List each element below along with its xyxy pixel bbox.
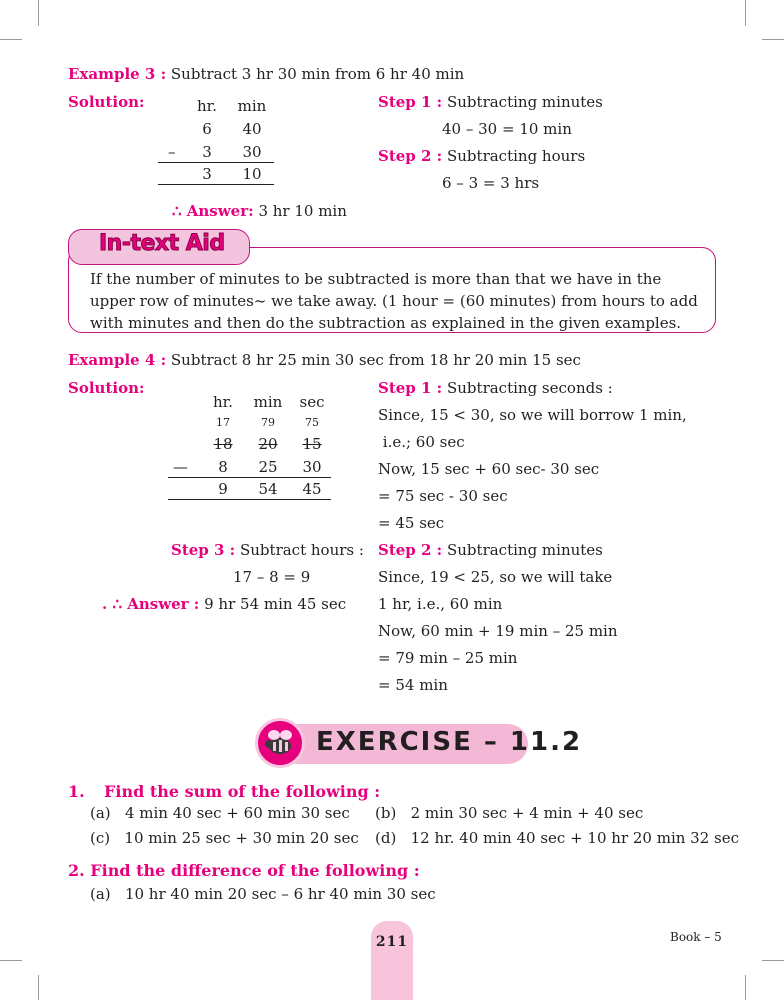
intext-aid-title: In-text Aid: [99, 231, 225, 256]
example4-answer-value: 9 hr 54 min 45 sec: [204, 595, 347, 613]
example3-step1-label: Step 1 :: [378, 93, 443, 111]
q1-option-b: (b) 2 min 30 sec + 4 min + 40 sec: [375, 804, 644, 822]
ex4-orig-hr: 18: [213, 435, 233, 453]
example4-step1-line: = 45 sec: [378, 514, 445, 532]
example3-step1: [378, 93, 603, 111]
example4-answer: [102, 595, 346, 613]
ex4-result-min: 54: [258, 480, 278, 498]
ex3-rule-top: [158, 162, 274, 163]
ex4-rule-bottom: [168, 499, 331, 500]
ex3-result-min: 10: [242, 165, 262, 183]
example3-step1-calc: 40 – 30 = 10 min: [442, 120, 572, 138]
example3-step2-label: Step 2 :: [378, 147, 443, 165]
bee-icon: [258, 721, 302, 765]
ex4-minus-sign: —: [173, 458, 188, 476]
ex4-header-sec: sec: [299, 393, 325, 411]
example3-answer: [172, 202, 347, 220]
example4-step2-line: 1 hr, i.e., 60 min: [378, 595, 503, 613]
example4-step2-line: = 54 min: [378, 676, 448, 694]
ex4-orig-sec: 15: [302, 435, 322, 453]
ex3-row1-min: 40: [242, 120, 262, 138]
example4-text: Subtract 8 hr 25 min 30 sec from 18 hr 20 min 15 sec: [170, 351, 581, 369]
crop-mark: [0, 39, 22, 40]
example4-step1-line: Now, 15 sec + 60 sec- 30 sec: [378, 460, 600, 478]
example4-step2-label: Step 2 :: [378, 541, 443, 559]
ex3-row2-min: 30: [242, 143, 262, 161]
crop-mark: [38, 0, 39, 26]
q2-title: 2. Find the difference of the following :: [68, 861, 420, 880]
example4-step1-line: = 75 sec - 30 sec: [378, 487, 508, 505]
ex3-header-min: min: [237, 97, 267, 115]
intext-aid-text: If the number of minutes to be subtracted is more than that we have in the upper row of minutes~ we take away. (1 hour = (60 minutes) from hours to add with minutes and then do the subtraction as explained in the given examples.: [90, 270, 698, 332]
ex4-sub-min: 25: [258, 458, 278, 476]
ex4-sub-sec: 30: [302, 458, 322, 476]
example4-step1-line: i.e.; 60 sec: [378, 433, 465, 451]
exercise-icon-circle: [255, 718, 305, 768]
q1-option-d: (d) 12 hr. 40 min 40 sec + 10 hr 20 min 32 sec: [375, 829, 740, 847]
example3-solution-label: Solution:: [68, 93, 145, 111]
q1-option-c: (c) 10 min 25 sec + 30 min 20 sec: [90, 829, 359, 847]
q1-option-a: (a) 4 min 40 sec + 60 min 30 sec: [90, 804, 350, 822]
example3-heading: [68, 65, 464, 83]
exercise-title: EXERCISE – 11.2: [316, 727, 583, 757]
example4-step3: [171, 541, 364, 559]
ex4-sub-hr: 8: [218, 458, 228, 476]
ex4-header-min: min: [253, 393, 283, 411]
ex3-header-hr: hr.: [197, 97, 217, 115]
page-number: 211: [375, 934, 409, 950]
example4-step1-text: Subtracting seconds :: [447, 379, 613, 397]
example4-step3-text: Subtract hours :: [240, 541, 364, 559]
crop-mark: [0, 960, 22, 961]
example4-answer-label: . ∴ Answer :: [102, 595, 200, 613]
ex3-row1-hr: 6: [202, 120, 212, 138]
example3-step2-calc: 6 – 3 = 3 hrs: [442, 174, 540, 192]
ex3-row2-hr: 3: [202, 143, 212, 161]
q1-title: Find the sum of the following :: [104, 782, 381, 801]
example4-step3-calc: 17 – 8 = 9: [233, 568, 311, 586]
crop-mark: [745, 0, 746, 26]
example4-step1-label: Step 1 :: [378, 379, 443, 397]
example4-step2-line: Since, 19 < 25, so we will take: [378, 568, 613, 586]
ex4-result-sec: 45: [302, 480, 322, 498]
example4-heading: [68, 351, 581, 369]
example4-step1: [378, 379, 613, 397]
ex3-result-hr: 3: [202, 165, 212, 183]
ex4-orig-min: 20: [258, 435, 278, 453]
ex4-borrow-sec: 75: [305, 416, 319, 429]
ex4-rule-top: [168, 477, 331, 478]
q1-number: 1.: [68, 782, 85, 801]
book-label: Book – 5: [670, 930, 722, 944]
ex4-header-hr: hr.: [213, 393, 233, 411]
example3-answer-value: 3 hr 10 min: [258, 202, 347, 220]
crop-mark: [745, 975, 746, 1000]
q2-option-a: (a) 10 hr 40 min 20 sec – 6 hr 40 min 30 sec: [90, 885, 436, 903]
crop-mark: [762, 960, 784, 961]
ex3-minus-sign: –: [168, 143, 176, 161]
crop-mark: [762, 39, 784, 40]
example4-step3-label: Step 3 :: [171, 541, 236, 559]
example3-text: Subtract 3 hr 30 min from 6 hr 40 min: [170, 65, 465, 83]
ex3-rule-bottom: [158, 184, 274, 185]
example3-step1-text: Subtracting minutes: [447, 93, 603, 111]
page-number-tab: [371, 921, 413, 1000]
ex4-borrow-min: 79: [261, 416, 275, 429]
example4-step2-text: Subtracting minutes: [447, 541, 603, 559]
ex4-borrow-hr: 17: [216, 416, 230, 429]
example3-label: Example 3 :: [68, 65, 167, 83]
example4-solution-label: Solution:: [68, 379, 145, 397]
example3-step2-text: Subtracting hours: [447, 147, 586, 165]
ex4-result-hr: 9: [218, 480, 228, 498]
crop-mark: [38, 975, 39, 1000]
example4-step2-line: Now, 60 min + 19 min – 25 min: [378, 622, 618, 640]
example4-step2: [378, 541, 603, 559]
example4-step1-line: Since, 15 < 30, so we will borrow 1 min,: [378, 406, 687, 424]
example3-step2: [378, 147, 585, 165]
example4-step2-line: = 79 min – 25 min: [378, 649, 518, 667]
example4-label: Example 4 :: [68, 351, 167, 369]
example3-answer-label: ∴ Answer:: [172, 202, 254, 220]
